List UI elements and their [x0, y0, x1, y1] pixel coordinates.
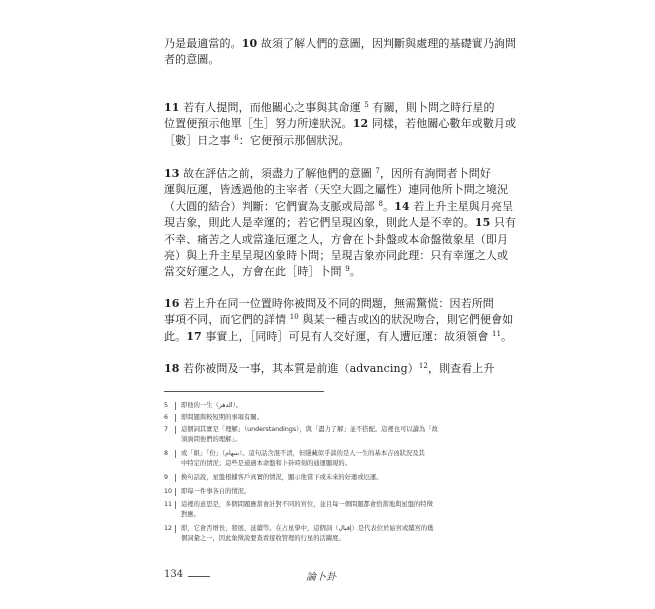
- footnote-number: 8: [164, 450, 169, 457]
- paragraph-line: 13 故在評估之前，須盡力了解他們的意圖 $^7$，因所有詢問者卜問好: [164, 167, 491, 180]
- footnote-line: 即，它會否增長、發展、延續等。在占星學中，這個詞（إقبال）是代表位於始宮或續宮的幾: [181, 525, 434, 532]
- footnote-bar: [175, 450, 176, 458]
- footnote-number: 10: [164, 488, 173, 495]
- footnote-separator: [164, 391, 324, 392]
- footnote-text: [181, 413, 494, 423]
- footnote-line: 須詢問他們的理解」。: [181, 436, 241, 443]
- footnote-line: 或「組」「份」（سهام）。這句話含混不清，但隱藏似乎談的是人一生的基本吉凶狀況及其: [181, 450, 425, 457]
- footer-dash: [188, 576, 210, 577]
- footnote-number: 9: [164, 474, 169, 481]
- footnote: [164, 500, 494, 520]
- footnote-line: 這裡的意思是，多個問題應當會計對不同的宮位，並且每一個問題都會恰當地與星盤的特徵: [181, 501, 433, 508]
- paragraph: [164, 296, 514, 345]
- paragraph-line: 16 若上升在同一位置時你被問及不同的問題，無需驚慌：因若所問: [164, 297, 494, 310]
- footnote-text: [181, 425, 494, 445]
- footnote-line: 即每一件事各自的情況。: [181, 488, 251, 495]
- paragraph-line: 現吉象，則此人是幸運的；若它們呈現凶象，則此人是不幸的。15 只有: [164, 216, 517, 230]
- footnote-line: 即問題與較短期的事項有關。: [181, 414, 263, 421]
- paragraph-line: 乃是最適當的。10 故須了解人們的意圖，因判斷與處理的基礎實乃詢問: [164, 37, 517, 50]
- footnote-number: 6: [164, 414, 169, 421]
- footnote: [164, 413, 494, 423]
- paragraph-line: 事項不同，而它們的詳情 $^{10}$ 與某一種吉或凶的狀況吻合，則它們便會如: [164, 313, 514, 327]
- page-number: 134: [164, 569, 184, 580]
- paragraph-line: 亮）與上升主星呈現凶象時卜問；呈現吉象亦同此理：只有幸運之人或: [164, 249, 509, 263]
- paragraph-line: 不幸、痛苦之人或當逢厄運之人，方會在卜卦盤或本命盤徵象星（即月: [164, 232, 509, 246]
- footnote-text: [181, 487, 494, 497]
- footnote: [164, 487, 494, 497]
- paragraph: [164, 361, 495, 377]
- paragraph: [164, 36, 517, 69]
- paragraph-line: 當交好運之人，方會在此［時］卜問 $^9$。: [164, 265, 361, 279]
- footnote-number: 11: [164, 501, 173, 508]
- footnote-number: 5: [164, 402, 169, 409]
- footnote-line: 即他的一生（الدهر）。: [181, 402, 243, 409]
- footnote-bar: [175, 501, 176, 509]
- running-footer-title: 論卜卦: [306, 572, 336, 583]
- footnote: [164, 425, 494, 445]
- footnote-bar: [175, 474, 176, 482]
- footnote-text: [181, 473, 494, 483]
- paragraph-line: 11 若有人提問，而他關心之事與其命運 $^5$ 有關，則卜問之時行星的: [164, 101, 495, 114]
- footnote: [164, 524, 494, 544]
- paragraph-line: 運與厄運，皆透過他的主宰者（天空大圓之屬性）連同他所卜問之境況: [164, 183, 509, 197]
- paragraph-line: 者的意圖。: [164, 53, 220, 67]
- footnote-text: [181, 401, 494, 411]
- footnote-line: 對應。: [181, 511, 200, 518]
- footnote-bar: [175, 488, 176, 496]
- footnote-line: 個詞彙之一，因此象徵說要查看接收管理的行星的活躍度。: [181, 535, 345, 542]
- footnote: [164, 473, 494, 483]
- footnote-line: 中特定的情況；這些是通過本命盤和卜卦時刻的通運顯現的。: [181, 460, 352, 467]
- footnote: [164, 401, 494, 411]
- footnote-line: 換句話說，星盤根據客戶真實的情況，顯示他當下或未來的好運或厄運。: [181, 474, 383, 481]
- footnote-bar: [175, 414, 176, 422]
- paragraph: [164, 100, 517, 149]
- paragraph-line: ［數］日之事 $^6$：它便預示那個狀況。: [164, 133, 350, 147]
- footnote-bar: [175, 525, 176, 533]
- footnote: [164, 449, 494, 469]
- footnote-line: 這個詞其實是「理解」（understandings），與「盡力了解」並不搭配。這裡也可以讀為「故: [181, 426, 438, 433]
- paragraph: [164, 166, 517, 281]
- footnote-bar: [175, 426, 176, 434]
- footnote-bar: [175, 402, 176, 410]
- paragraph-line: 此。17 事實上，［同時］可見有人交好運，有人遭厄運：故須領會 $^{11}$。: [164, 329, 513, 343]
- paragraph-line: 位置便預示他單［生］努力所達狀況。12 同樣，若他關心數年或數月或: [164, 117, 517, 131]
- footnote-text: [181, 524, 494, 544]
- footnote-number: 7: [164, 426, 169, 433]
- paragraph-line: （大圓的結合）判斷：它們實為支脈或局部 $^8$。14 若上升主星與月亮呈: [164, 199, 514, 213]
- footnote-number: 12: [164, 525, 173, 532]
- footnote-text: [181, 449, 494, 469]
- footnote-text: [181, 500, 494, 520]
- paragraph-line: 18 若你被問及一事，其本質是前進（advancing）$^{12}$，則查看上升: [164, 362, 495, 375]
